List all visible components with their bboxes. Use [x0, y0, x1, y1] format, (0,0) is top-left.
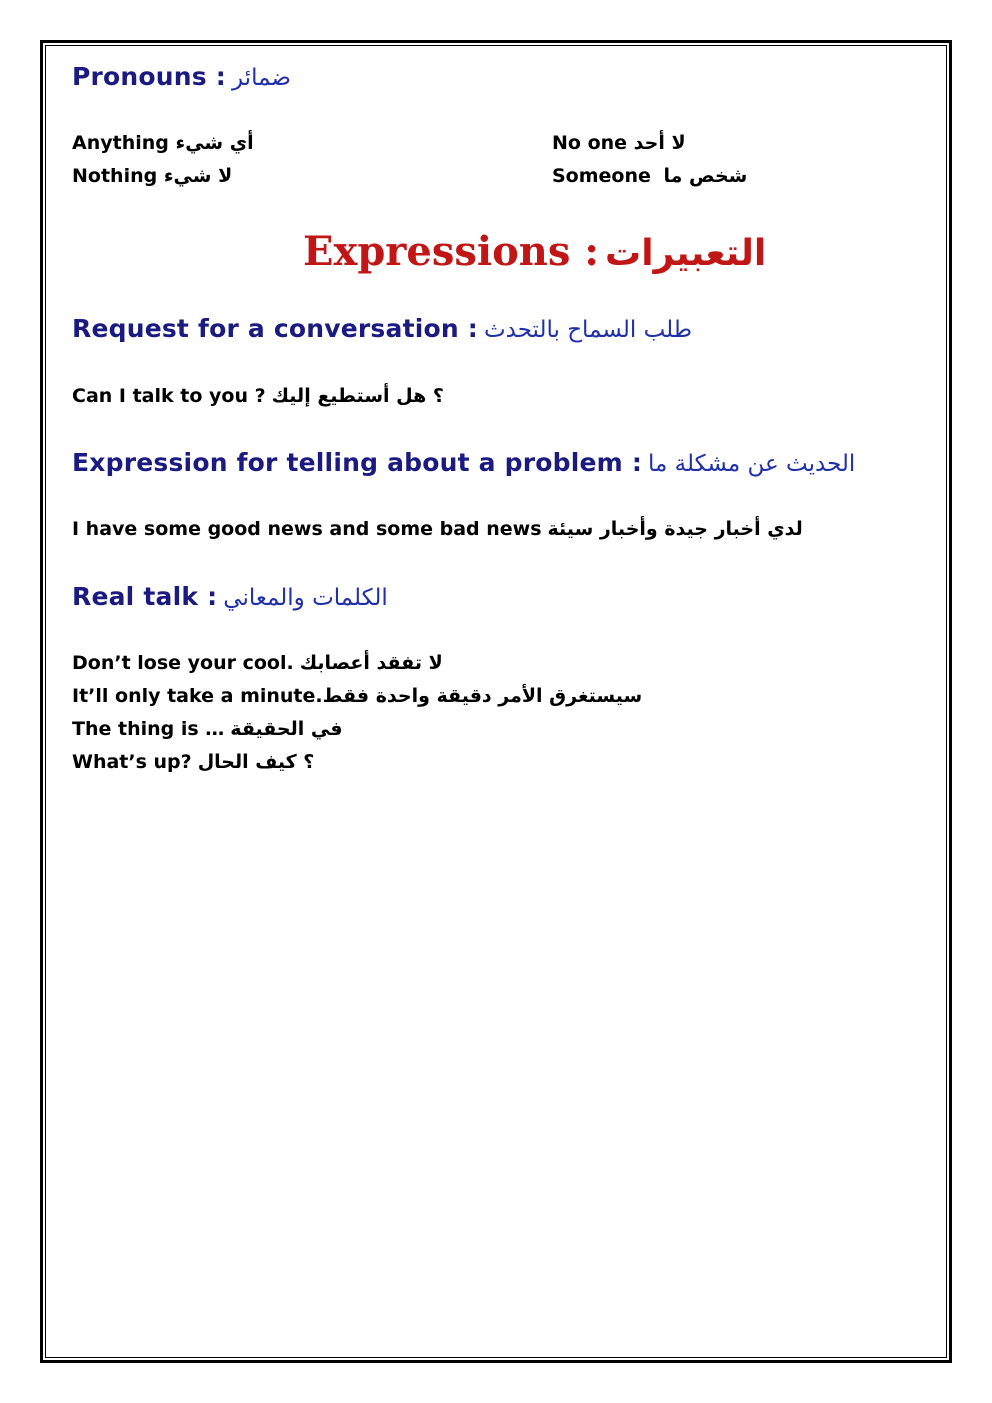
- request-line-ar: ؟ هل أستطيع إليك: [271, 385, 444, 407]
- real-talk-line: [72, 685, 642, 707]
- request-heading-ar: طلب السماح بالتحدث: [483, 317, 693, 343]
- real-talk-heading: [72, 582, 388, 611]
- real-talk-heading-en: Real talk :: [72, 582, 218, 611]
- request-heading-en: Request for a conversation :: [72, 314, 478, 343]
- expressions-title-en: Expressions :: [303, 228, 600, 275]
- request-line-en: Can I talk to you ?: [72, 385, 266, 407]
- problem-line-ar: لدي أخبار جيدة وأخبار سيئة: [547, 518, 803, 540]
- real-talk-en: The thing is …: [72, 718, 225, 740]
- pronoun-en: Nothing: [72, 165, 158, 187]
- pronoun-ar: لا أحد: [633, 132, 686, 154]
- pronoun-en: No one: [552, 132, 628, 154]
- real-talk-line: [72, 652, 443, 674]
- pronoun-anything: [72, 132, 254, 154]
- real-talk-ar: سيستغرق الأمر دقيقة واحدة فقط: [322, 685, 643, 707]
- real-talk-line: [72, 751, 314, 773]
- expressions-title: [303, 228, 766, 275]
- pronouns-heading-ar: ضمائر: [231, 65, 291, 91]
- pronoun-ar: أي شيء: [175, 132, 254, 154]
- real-talk-en: It’ll only take a minute.: [72, 685, 323, 707]
- problem-heading-ar: الحديث عن مشكلة ما: [648, 451, 856, 477]
- pronouns-heading: [72, 62, 291, 91]
- pronoun-ar: شخص ما: [663, 165, 748, 187]
- real-talk-line: [72, 718, 343, 740]
- real-talk-heading-ar: الكلمات والمعاني: [223, 585, 388, 611]
- real-talk-en: What’s up?: [72, 751, 192, 773]
- pronoun-ar: لا شيء: [163, 165, 233, 187]
- request-line: [72, 385, 444, 407]
- real-talk-en: Don’t lose your cool.: [72, 652, 294, 674]
- problem-heading-en: Expression for telling about a problem :: [72, 448, 643, 477]
- real-talk-ar: ؟ كيف الحال: [197, 751, 315, 773]
- pronoun-nothing: [72, 165, 232, 187]
- real-talk-ar: لا تفقد أعصابك: [299, 652, 443, 674]
- pronoun-someone: [552, 165, 747, 187]
- problem-line-en: I have some good news and some bad news: [72, 518, 542, 540]
- pronoun-no-one: [552, 132, 686, 154]
- problem-heading: [72, 448, 855, 477]
- expressions-title-ar: التعبيرات: [605, 233, 767, 274]
- problem-line: [72, 518, 803, 540]
- pronouns-heading-en: Pronouns :: [72, 62, 226, 91]
- pronoun-en: Anything: [72, 132, 169, 154]
- real-talk-ar: في الحقيقة: [230, 718, 343, 740]
- request-heading: [72, 314, 692, 343]
- pronoun-en: Someone: [552, 165, 651, 187]
